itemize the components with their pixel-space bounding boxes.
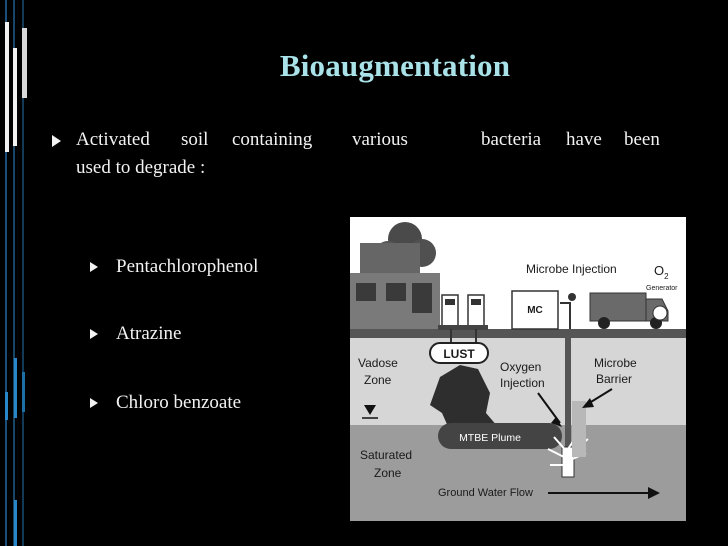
mc-label: MC [527, 305, 543, 316]
list-item-label: Chloro benzoate [116, 392, 242, 413]
zone-label: Zone [374, 466, 402, 480]
deco-block [13, 48, 17, 146]
deco-block [22, 28, 27, 98]
deco-block [14, 500, 17, 546]
bioaugmentation-diagram [350, 217, 686, 521]
vadose-label: Vadose [358, 356, 398, 370]
microbe-injection-label: Microbe Injection [526, 262, 617, 276]
ground-water-flow-label: Ground Water Flow [438, 487, 533, 499]
lust-tank [430, 343, 488, 363]
intro-word: Activated [76, 129, 150, 150]
intro-word: various [352, 129, 408, 150]
bullet-arrow-icon [90, 329, 98, 339]
deco-block [5, 392, 8, 420]
saturated-label: Saturated [360, 448, 413, 462]
intro-word: bacteria [481, 129, 542, 150]
zone-label: Zone [364, 373, 392, 387]
mtbe-plume [438, 423, 562, 449]
barrier-label: Barrier [596, 372, 633, 386]
intro-line-2: used to degrade : [76, 157, 206, 178]
deco-block [22, 372, 25, 412]
microbe-label: Microbe [594, 356, 637, 370]
intro-word: containing [232, 129, 313, 150]
list-item-label: Atrazine [116, 323, 182, 344]
intro-word: soil [181, 129, 209, 150]
slide-title: Bioaugmentation [279, 48, 511, 83]
bullet-arrow-icon [90, 262, 98, 272]
injection-label: Injection [500, 376, 545, 390]
bullet-arrow-icon [90, 398, 98, 408]
o2-label: $O_2$ [654, 263, 669, 281]
lust-label: LUST [443, 347, 475, 361]
intro-word: been [624, 129, 660, 150]
diagram-svg [350, 217, 686, 521]
deco-block [5, 22, 9, 152]
mc-box [512, 291, 558, 329]
mtbe-plume-label: MTBE Plume [459, 432, 521, 444]
list-item-label: Pentachlorophenol [116, 256, 259, 277]
generator-label: Generator [646, 285, 678, 292]
decorative-bars [0, 0, 30, 546]
deco-block [14, 358, 17, 418]
intro-word: have [566, 129, 602, 150]
oxygen-label: Oxygen [500, 360, 542, 374]
bullet-arrow-icon [52, 135, 61, 147]
